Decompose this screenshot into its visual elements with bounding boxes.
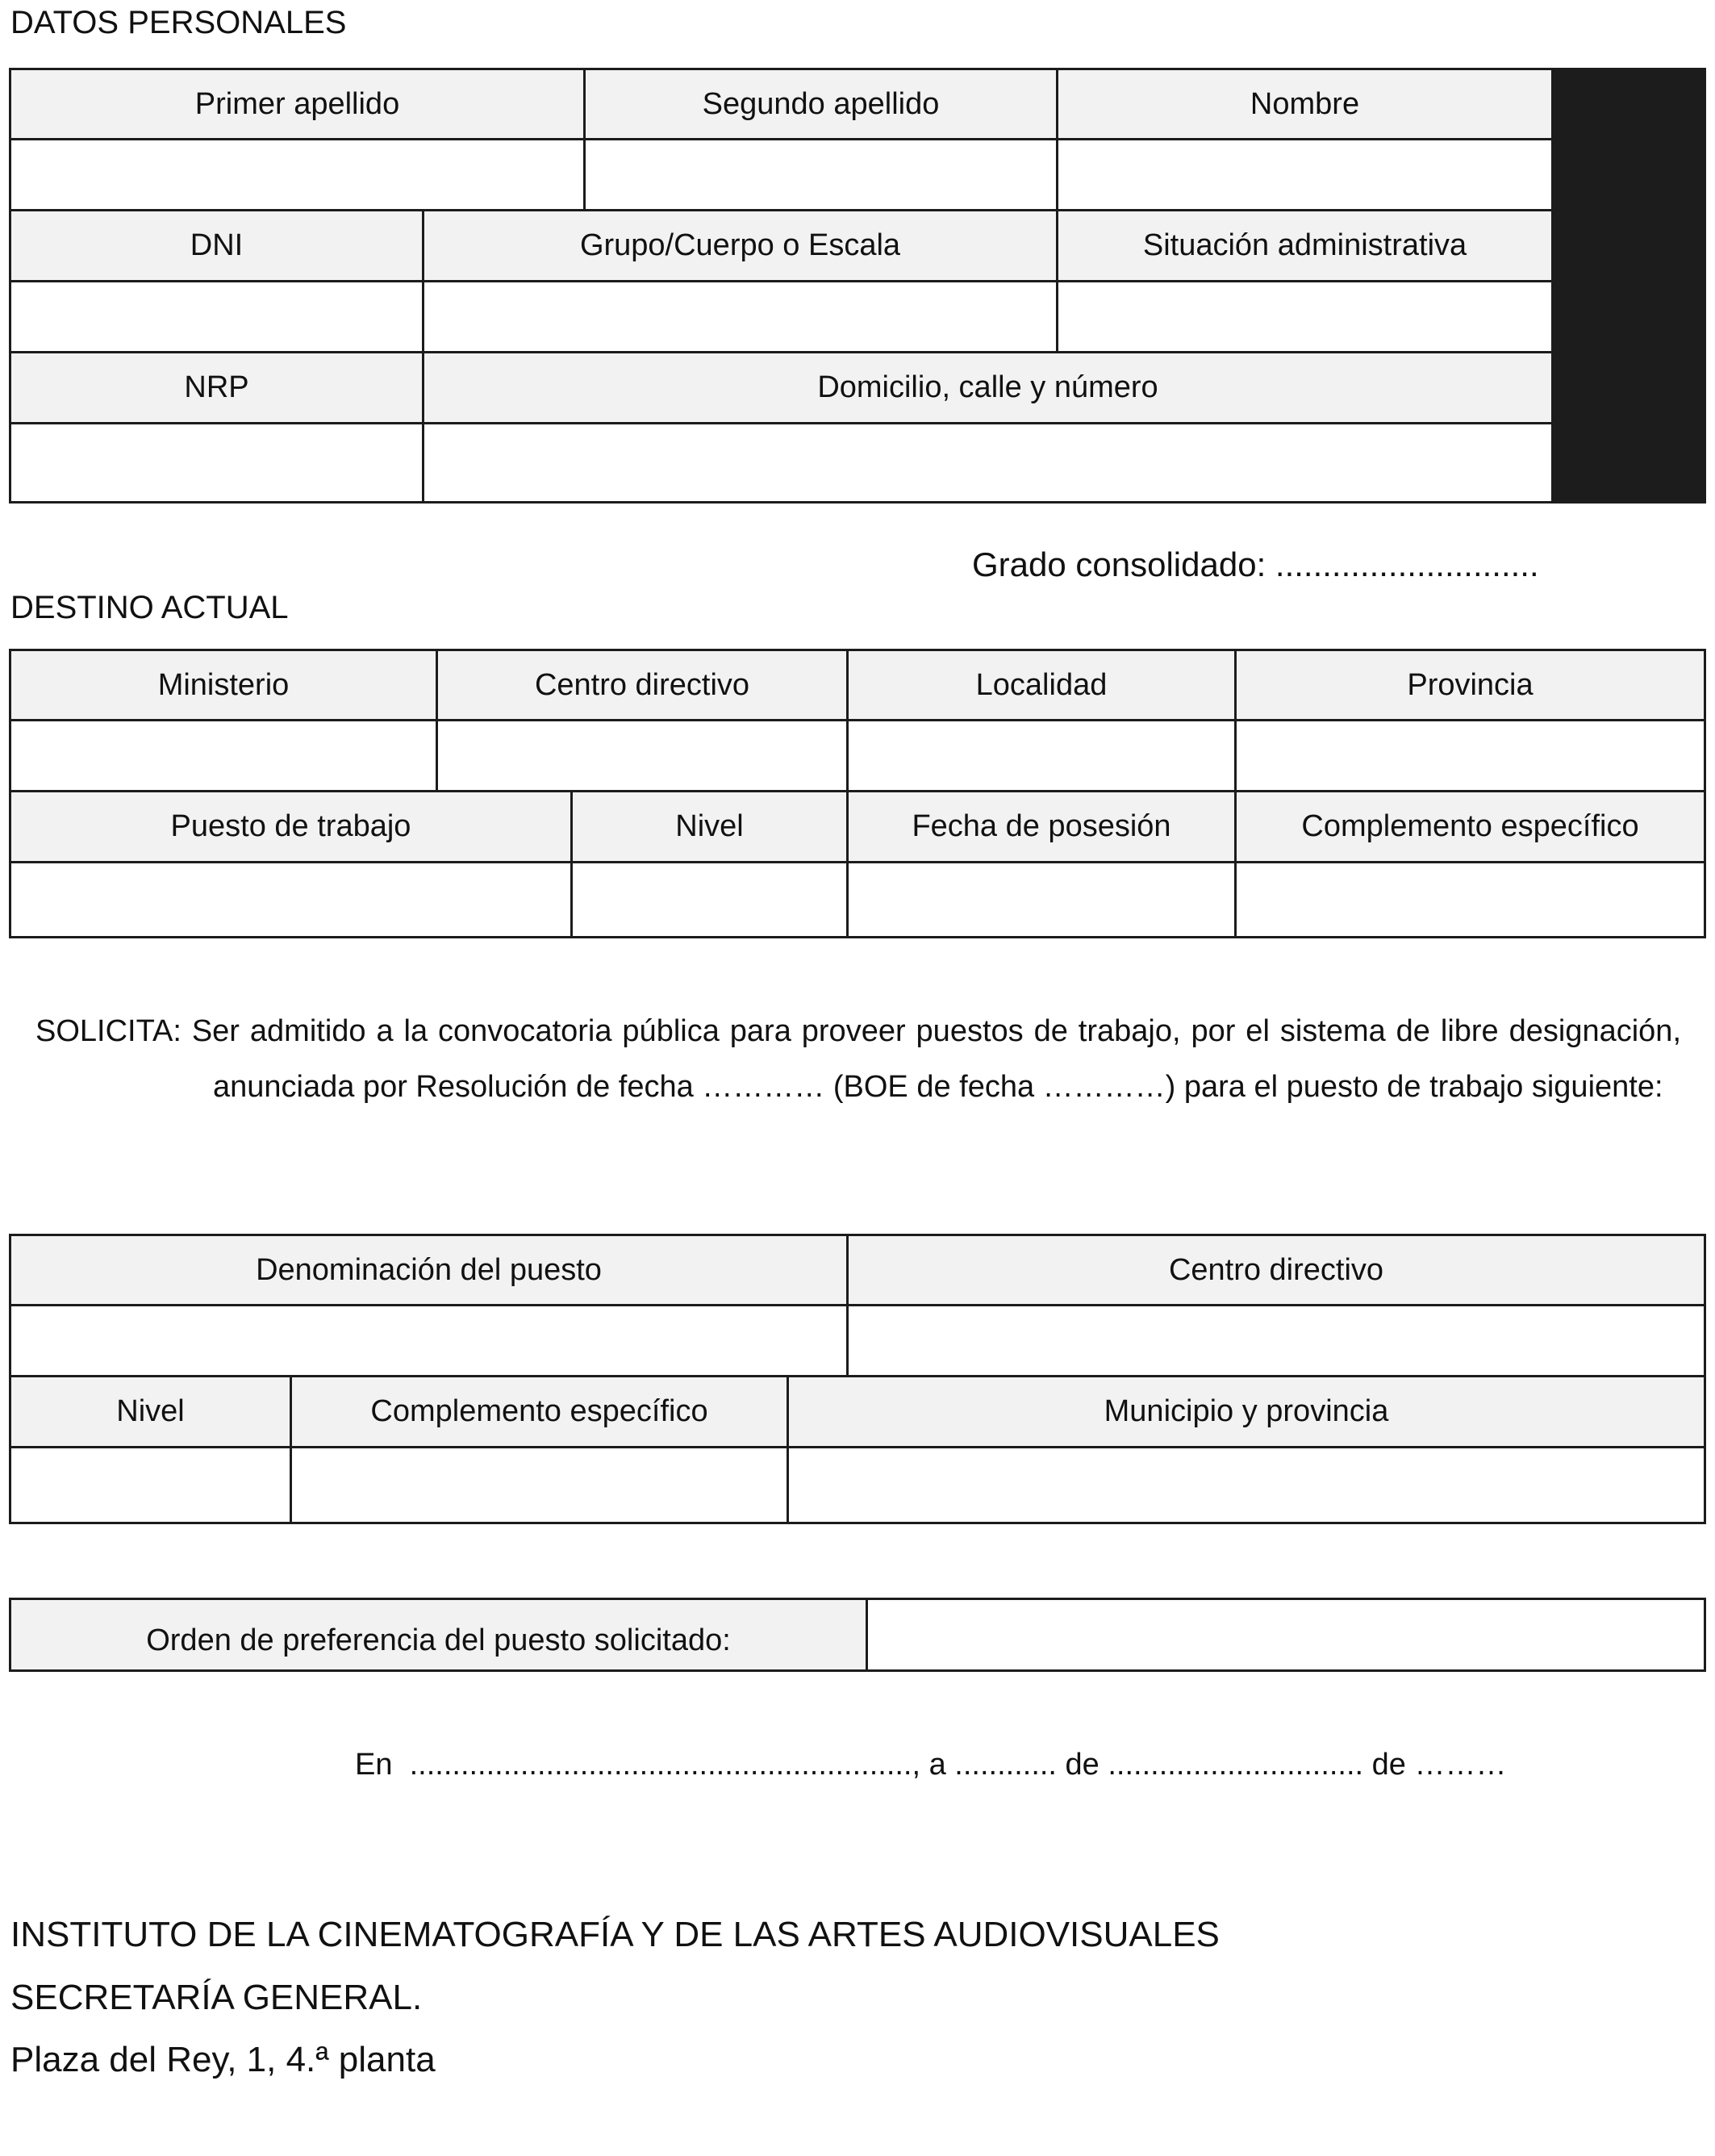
header-dni: DNI <box>11 211 422 280</box>
fecha-lugar-line: En ..........................................................., a ............ de .............................. de ……… <box>355 1748 1507 1782</box>
segundo-apellido-field[interactable] <box>586 140 1056 209</box>
localidad-field[interactable] <box>849 721 1234 790</box>
primer-apellido-field[interactable] <box>11 140 583 209</box>
grupo-cuerpo-field[interactable] <box>424 282 1056 351</box>
ministerio-field[interactable] <box>11 721 436 790</box>
centro-directivo-field[interactable] <box>438 721 846 790</box>
nombre-field[interactable] <box>1058 140 1551 209</box>
orden-preferencia-field[interactable] <box>868 1600 1704 1669</box>
orden-preferencia-table <box>9 1598 1706 1672</box>
header-complemento-especifico: Complemento específico <box>1237 792 1704 861</box>
header-nombre: Nombre <box>1058 70 1551 138</box>
puesto-solicitado-table <box>9 1234 1706 1524</box>
header-grupo-cuerpo: Grupo/Cuerpo o Escala <box>424 211 1056 280</box>
header-centro-directivo: Centro directivo <box>438 651 846 719</box>
header-fecha-posesion: Fecha de posesión <box>849 792 1234 861</box>
orden-preferencia-label: Orden de preferencia del puesto solicitado: <box>11 1600 866 1669</box>
footer-institucion: INSTITUTO DE LA CINEMATOGRAFÍA Y DE LAS ARTES AUDIOVISUALES <box>10 1915 1220 1954</box>
datos-personales-table <box>9 68 1706 503</box>
header-denominacion-puesto: Denominación del puesto <box>11 1236 846 1304</box>
header-puesto-nivel: Nivel <box>11 1377 290 1446</box>
destino-actual-title: DESTINO ACTUAL <box>10 590 289 625</box>
header-localidad: Localidad <box>849 651 1234 719</box>
header-ministerio: Ministerio <box>11 651 436 719</box>
grado-consolidado: Grado consolidado: ............................ <box>972 545 1539 583</box>
puesto-centro-directivo-field[interactable] <box>849 1306 1704 1375</box>
header-segundo-apellido: Segundo apellido <box>586 70 1056 138</box>
header-primer-apellido: Primer apellido <box>11 70 583 138</box>
nivel-field[interactable] <box>573 863 846 936</box>
solicita-label: SOLICITA: <box>35 1014 182 1048</box>
municipio-provincia-field[interactable] <box>789 1448 1704 1522</box>
situacion-field[interactable] <box>1058 282 1551 351</box>
header-puesto-centro-directivo: Centro directivo <box>849 1236 1704 1304</box>
footer-secretaria: SECRETARÍA GENERAL. <box>10 1978 423 2017</box>
solicita-text: Ser admitido a la convocatoria pública para proveer puestos de trabajo, por el sistema de libre designación, anunciada por Resolución de fecha ………… (BOE de fecha …………) para el puesto de trabajo siguiente: <box>191 1014 1681 1104</box>
solicita-paragraph <box>35 1004 1681 1115</box>
header-puesto-trabajo: Puesto de trabajo <box>11 792 570 861</box>
puesto-trabajo-field[interactable] <box>11 863 570 936</box>
header-domicilio: Domicilio, calle y número <box>424 353 1551 422</box>
fecha-posesion-field[interactable] <box>849 863 1234 936</box>
datos-personales-title: DATOS PERSONALES <box>10 5 347 40</box>
destino-actual-table <box>9 649 1706 938</box>
nrp-field[interactable] <box>11 424 422 501</box>
footer-direccion: Plaza del Rey, 1, 4.ª planta <box>10 2040 436 2079</box>
complemento-especifico-field[interactable] <box>1237 863 1704 936</box>
header-municipio-provincia: Municipio y provincia <box>789 1377 1704 1446</box>
denominacion-puesto-field[interactable] <box>11 1306 846 1375</box>
provincia-field[interactable] <box>1237 721 1704 790</box>
dni-field[interactable] <box>11 282 422 351</box>
puesto-nivel-field[interactable] <box>11 1448 290 1522</box>
header-puesto-complemento: Complemento específico <box>292 1377 787 1446</box>
header-nrp: NRP <box>11 353 422 422</box>
puesto-complemento-field[interactable] <box>292 1448 787 1522</box>
header-situacion: Situación administrativa <box>1058 211 1551 280</box>
header-nivel: Nivel <box>573 792 846 861</box>
header-provincia: Provincia <box>1237 651 1704 719</box>
domicilio-field[interactable] <box>424 424 1551 501</box>
